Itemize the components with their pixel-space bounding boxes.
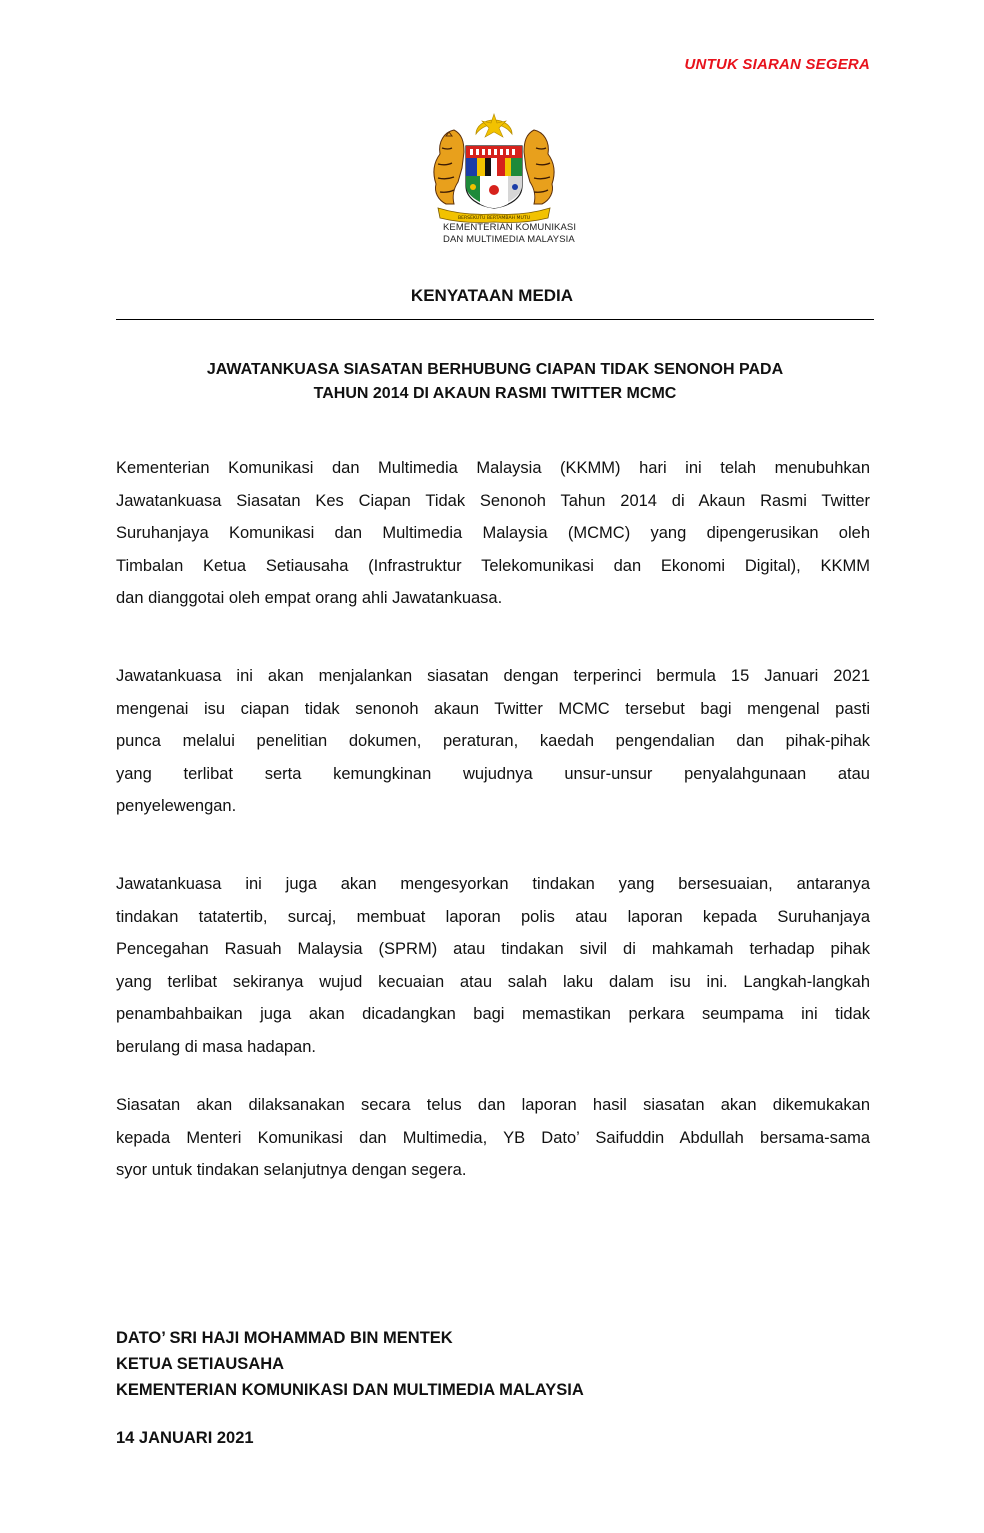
paragraph-line: kepada Menteri Komunikasi dan Multimedia, YB Dato’ Saifuddin Abdullah bersama-sama [116, 1128, 870, 1147]
ministry-name-line: KEMENTERIAN KOMUNIKASI [443, 222, 577, 233]
paragraph-line: tindakan tatatertib, surcaj, membuat laporan polis atau laporan kepada Suruhanjaya [116, 907, 870, 926]
paragraph [116, 660, 870, 823]
signatory-name: DATO’ SRI HAJI MOHAMMAD BIN MENTEK [116, 1329, 453, 1347]
paragraph-line: Jawatankuasa ini akan menjalankan siasatan dengan terperinci bermula 15 Januari 2021 [116, 667, 870, 685]
paragraph-line: Pencegahan Rasuah Malaysia (SPRM) atau tindakan sivil di mahkamah terhadap pihak [116, 940, 870, 959]
paragraph [116, 452, 870, 615]
paragraph [116, 868, 870, 1064]
signatory-organization: KEMENTERIAN KOMUNIKASI DAN MULTIMEDIA MALAYSIA [116, 1381, 584, 1399]
headline-line: JAWATANKUASA SIASATAN BERHUBUNG CIAPAN TIDAK SENONOH PADA [206, 361, 784, 378]
paragraph-line: mengenai isu ciapan tidak senonoh akaun Twitter MCMC tersebut bagi mengenal pasti [116, 699, 870, 718]
headline-line: TAHUN 2014 DI AKAUN RASMI TWITTER MCMC [313, 385, 677, 402]
svg-text:BERSEKUTU BERTAMBAH MUTU: BERSEKUTU BERTAMBAH MUTU [457, 216, 531, 221]
paragraph-line: penambahbaikan juga akan dicadangkan bagi memastikan perkara seumpama ini tidak [116, 1005, 870, 1024]
malaysia-coat-of-arms-icon [424, 112, 564, 224]
signatory-title: KETUA SETIAUSAHA [116, 1355, 285, 1373]
ministry-name-line: DAN MULTIMEDIA MALAYSIA [443, 234, 575, 245]
paragraph-line: Jawatankuasa Siasatan Kes Ciapan Tidak Senonoh Tahun 2014 di Akaun Rasmi Twitter [116, 491, 870, 510]
paragraph-line: Timbalan Ketua Setiausaha (Infrastruktur Telekomunikasi dan Ekonomi Digital), KKMM [116, 556, 870, 575]
paragraph-line: berulang di masa hadapan. [116, 1037, 316, 1056]
paragraph-line: Suruhanjaya Komunikasi dan Multimedia Malaysia (MCMC) yang dipengerusikan oleh [116, 524, 870, 543]
release-tag: UNTUK SIARAN SEGERA [684, 56, 870, 73]
paragraph-line: penyelewengan. [116, 797, 237, 816]
paragraph-line: Siasatan akan dilaksanakan secara telus dan laporan hasil siasatan akan dikemukakan [116, 1096, 870, 1114]
paragraph-line: punca melalui penelitian dokumen, peraturan, kaedah pengendalian dan pihak-pihak [116, 732, 870, 751]
paragraph-line: dan dianggotai oleh empat orang ahli Jawatankuasa. [116, 589, 503, 608]
paragraph-line: Kementerian Komunikasi dan Multimedia Malaysia (KKMM) hari ini telah menubuhkan [116, 459, 870, 477]
divider [116, 319, 874, 320]
signature-block [116, 1325, 584, 1403]
paragraph [116, 1089, 870, 1187]
ministry-name [443, 222, 603, 246]
document-type: KENYATAAN MEDIA [410, 286, 574, 305]
paragraph-line: yang terlibat serta kemungkinan wujudnya unsur-unsur penyalahgunaan atau [116, 764, 870, 783]
paragraph-line: syor untuk tindakan selanjutnya dengan segera. [116, 1161, 467, 1180]
release-date: 14 JANUARI 2021 [116, 1429, 254, 1447]
headline [116, 358, 874, 406]
paragraph-line: yang terlibat sekiranya wujud kecuaian atau salah laku dalam isu ini. Langkah-langkah [116, 972, 870, 991]
paragraph-line: Jawatankuasa ini juga akan mengesyorkan tindakan yang bersesuaian, antaranya [116, 875, 870, 893]
